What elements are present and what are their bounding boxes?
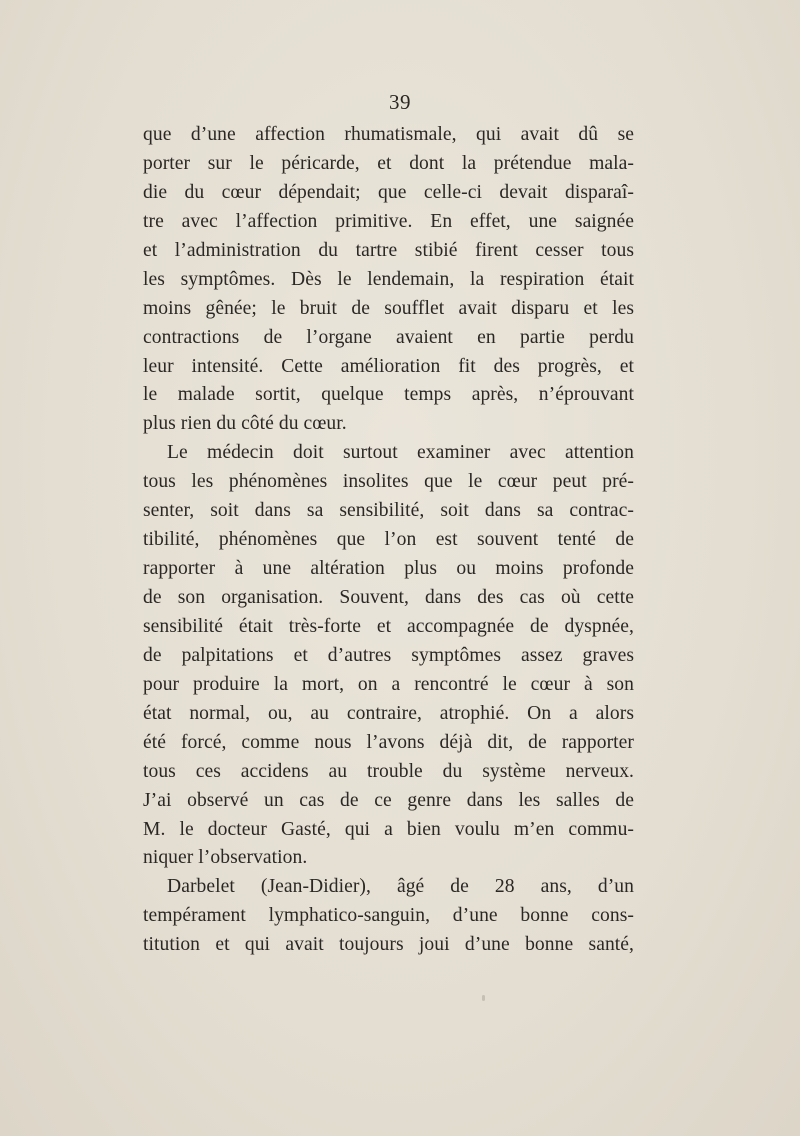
text-line: été forcé, comme nous l’avons déjà dit, de rapporter — [143, 731, 634, 753]
text-line: tous ces accidens au trouble du système nerveux. — [143, 760, 634, 782]
paragraph-start-line: Le médecin doit surtout examiner avec attention — [167, 442, 634, 464]
text-line: titution et qui avait toujours joui d’une bonne santé, — [143, 934, 634, 956]
text-line: porter sur le péricarde, et dont la prétendue mala- — [143, 152, 634, 174]
text-line: M. le docteur Gasté, qui a bien voulu m’en commu- — [143, 818, 634, 840]
text-line: plus rien du côté du cœur. — [143, 413, 347, 435]
text-line: contractions de l’organe avaient en partie perdu — [143, 326, 634, 348]
text-line: le malade sortit, quelque temps après, n’éprouvant — [143, 384, 634, 406]
text-line: tibilité, phénomènes que l’on est souvent tenté de — [143, 529, 634, 551]
text-line: sensibilité était très-forte et accompagnée de dyspnée, — [143, 615, 634, 637]
text-line: tempérament lymphatico-sanguin, d’une bonne cons- — [143, 905, 634, 927]
text-line: et l’administration du tartre stibié firent cesser tous — [143, 239, 634, 261]
paragraph-start-line: Darbelet (Jean-Didier), âgé de 28 ans, d’un — [167, 876, 634, 898]
body-text — [143, 121, 634, 960]
text-line: senter, soit dans sa sensibilité, soit dans sa contrac- — [143, 500, 634, 522]
text-line: de palpitations et d’autres symptômes assez graves — [143, 644, 634, 666]
page-number: 39 — [389, 90, 411, 114]
text-line: de son organisation. Souvent, dans des cas où cette — [143, 587, 634, 608]
text-line: tous les phénomènes insolites que le cœur peut pré- — [143, 471, 634, 493]
text-line: état normal, ou, au contraire, atrophié. On a alors — [143, 702, 634, 724]
text-line: tre avec l’affection primitive. En effet, une saignée — [143, 210, 634, 232]
text-line: rapporter à une altération plus ou moins profonde — [143, 558, 634, 580]
text-line: niquer l’observation. — [143, 847, 308, 869]
text-line: pour produire la mort, on a rencontré le cœur à son — [143, 673, 634, 695]
text-line: moins gênée; le bruit de soufflet avait disparu et les — [143, 297, 634, 319]
text-line: leur intensité. Cette amélioration fit des progrès, et — [143, 355, 634, 377]
text-line: que d’une affection rhumatismale, qui avait dû se — [143, 124, 634, 145]
paper-mark — [482, 995, 485, 1001]
text-line: J’ai observé un cas de ce genre dans les salles de — [143, 789, 634, 811]
text-line: die du cœur dépendait; que celle-ci devait disparaî- — [143, 181, 634, 203]
text-line: les symptômes. Dès le lendemain, la respiration était — [143, 268, 634, 290]
